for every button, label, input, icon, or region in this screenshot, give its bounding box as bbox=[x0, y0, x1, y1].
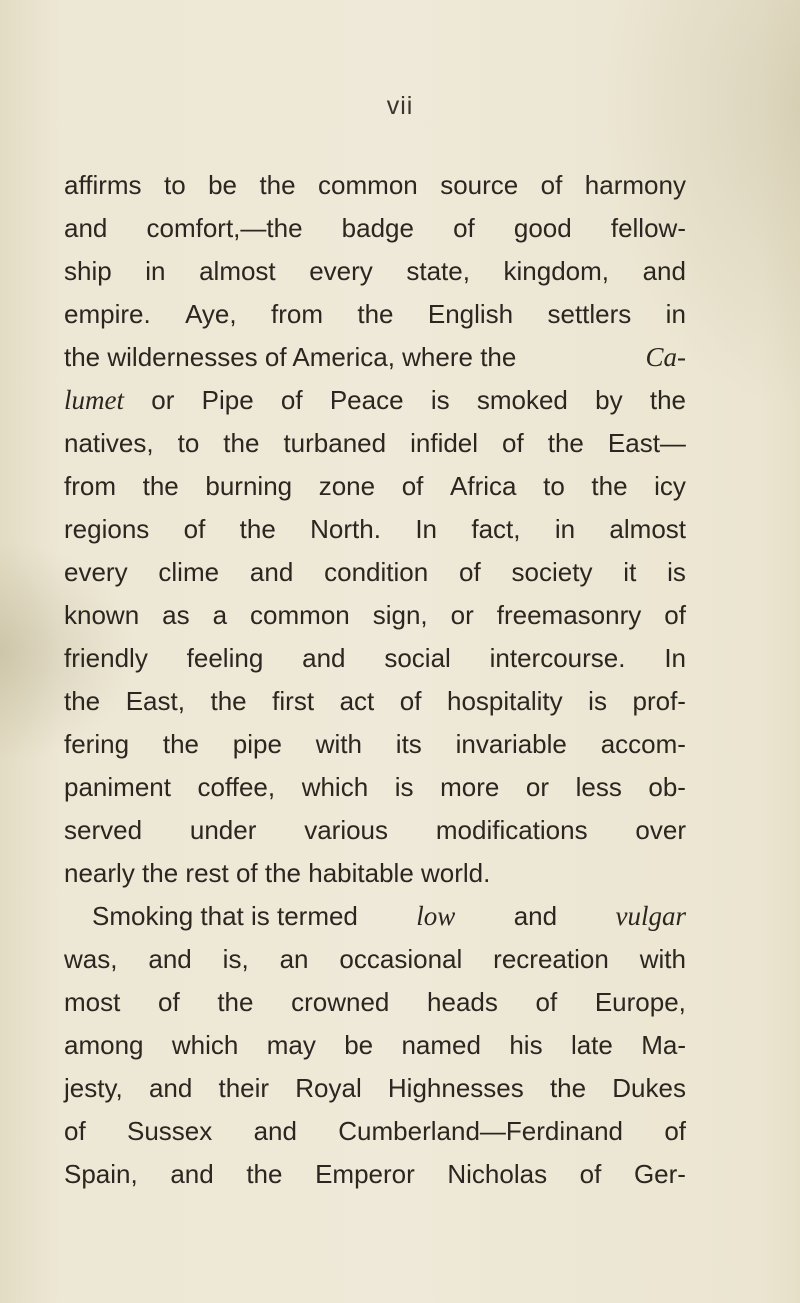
text-line bbox=[64, 551, 686, 594]
word: occasional bbox=[339, 944, 463, 974]
line-text: and bbox=[506, 901, 565, 931]
word: every bbox=[64, 557, 128, 587]
text-line bbox=[64, 981, 686, 1024]
word: East, bbox=[125, 686, 185, 716]
word: In bbox=[664, 643, 686, 673]
word: settlers bbox=[547, 299, 632, 329]
word: the bbox=[162, 729, 199, 759]
word: almost bbox=[199, 256, 276, 286]
text-line bbox=[64, 680, 686, 723]
word: badge bbox=[341, 213, 414, 243]
word: Ma- bbox=[641, 1030, 686, 1060]
word: the bbox=[64, 686, 101, 716]
word: the bbox=[142, 471, 179, 501]
word: ob- bbox=[648, 772, 686, 802]
text-line bbox=[64, 1110, 686, 1153]
word: which bbox=[171, 1030, 239, 1060]
word: the bbox=[357, 299, 394, 329]
word: it bbox=[623, 557, 637, 587]
word: burning bbox=[205, 471, 293, 501]
word: of bbox=[64, 1116, 86, 1146]
word: state, bbox=[406, 256, 470, 286]
line-text: or Pipe of Peace is smoked by the bbox=[124, 385, 686, 415]
text-line bbox=[64, 938, 686, 981]
word: may bbox=[266, 1030, 316, 1060]
word: is bbox=[394, 772, 414, 802]
word: of bbox=[535, 987, 558, 1017]
word: almost bbox=[609, 514, 686, 544]
word: is, bbox=[222, 944, 249, 974]
word: Nicholas bbox=[447, 1159, 548, 1189]
word: East— bbox=[607, 428, 686, 458]
word: with bbox=[639, 944, 686, 974]
word: served bbox=[64, 815, 143, 845]
word: Europe, bbox=[594, 987, 686, 1017]
text-line bbox=[64, 1067, 686, 1110]
text-line bbox=[64, 207, 686, 250]
word: In bbox=[415, 514, 437, 544]
word: the bbox=[547, 428, 584, 458]
word: prof- bbox=[632, 686, 686, 716]
word: of bbox=[502, 428, 524, 458]
word: North. bbox=[310, 514, 381, 544]
word: Sussex bbox=[127, 1116, 213, 1146]
word: social bbox=[384, 643, 451, 673]
word: from bbox=[64, 471, 116, 501]
word: in bbox=[554, 514, 576, 544]
word: with bbox=[315, 729, 362, 759]
word: natives, bbox=[64, 428, 154, 458]
word: feeling bbox=[186, 643, 264, 673]
word: known bbox=[64, 600, 140, 630]
word: affirms bbox=[64, 170, 142, 200]
word: empire. bbox=[64, 299, 151, 329]
word: act bbox=[339, 686, 375, 716]
word: to bbox=[163, 170, 186, 200]
word: English bbox=[427, 299, 514, 329]
word: the bbox=[549, 1073, 587, 1103]
word: late bbox=[570, 1030, 613, 1060]
word: or bbox=[525, 772, 550, 802]
word: condition bbox=[324, 557, 429, 587]
word: common bbox=[250, 600, 350, 630]
text-line bbox=[64, 766, 686, 809]
body-text bbox=[64, 164, 686, 1196]
word: and bbox=[302, 643, 346, 673]
line-text: nearly the rest of the habitable world. bbox=[64, 858, 491, 888]
text-line bbox=[64, 293, 686, 336]
word: first bbox=[272, 686, 315, 716]
word: their bbox=[218, 1073, 270, 1103]
text-line bbox=[64, 1153, 686, 1196]
word: Emperor bbox=[315, 1159, 415, 1189]
word: harmony bbox=[584, 170, 686, 200]
word: society bbox=[511, 557, 593, 587]
word: the bbox=[239, 514, 276, 544]
word: Africa bbox=[450, 471, 517, 501]
text-line bbox=[64, 895, 686, 938]
text-line bbox=[64, 637, 686, 680]
text-line bbox=[64, 336, 686, 379]
word: which bbox=[301, 772, 369, 802]
page-number: vii bbox=[386, 92, 414, 120]
word: the bbox=[591, 471, 628, 501]
word: regions bbox=[64, 514, 150, 544]
word: be bbox=[208, 170, 238, 200]
text-line bbox=[64, 379, 686, 422]
word: and bbox=[64, 213, 108, 243]
word: in bbox=[145, 256, 166, 286]
word: the bbox=[259, 170, 296, 200]
word: of bbox=[579, 1159, 602, 1189]
word: its bbox=[395, 729, 422, 759]
text-line bbox=[64, 594, 686, 637]
word: infidel bbox=[410, 428, 479, 458]
word: of bbox=[183, 514, 206, 544]
word: comfort,—the bbox=[146, 213, 303, 243]
text-line bbox=[64, 852, 686, 895]
text-line bbox=[64, 465, 686, 508]
text-line bbox=[64, 422, 686, 465]
text-line bbox=[64, 250, 686, 293]
word: freemasonry bbox=[496, 600, 642, 630]
word: of bbox=[664, 1116, 686, 1146]
word: his bbox=[509, 1030, 543, 1060]
word: as bbox=[162, 600, 190, 630]
word: clime bbox=[158, 557, 220, 587]
word: is bbox=[667, 557, 686, 587]
word: modifications bbox=[435, 815, 588, 845]
word: turbaned bbox=[283, 428, 387, 458]
word: in bbox=[665, 299, 686, 329]
word: the bbox=[210, 686, 247, 716]
word: good bbox=[513, 213, 572, 243]
text-line bbox=[64, 508, 686, 551]
word: fellow- bbox=[610, 213, 686, 243]
word: the bbox=[223, 428, 260, 458]
word: and bbox=[170, 1159, 214, 1189]
word: of bbox=[399, 686, 422, 716]
word: is bbox=[588, 686, 607, 716]
word: under bbox=[189, 815, 257, 845]
word: Ger- bbox=[633, 1159, 686, 1189]
italic-text: low bbox=[416, 901, 456, 931]
word: of bbox=[453, 213, 475, 243]
word: accom- bbox=[600, 729, 686, 759]
word: of bbox=[401, 471, 424, 501]
word: to bbox=[177, 428, 200, 458]
word: and bbox=[148, 944, 192, 974]
word: invariable bbox=[455, 729, 567, 759]
word: hospitality bbox=[447, 686, 563, 716]
word: Highnesses bbox=[387, 1073, 524, 1103]
word: Cumberland—Ferdinand bbox=[338, 1116, 623, 1146]
word: sign, bbox=[372, 600, 428, 630]
italic-text: lumet bbox=[64, 385, 124, 415]
word: paniment bbox=[64, 772, 171, 802]
word: of bbox=[540, 170, 563, 200]
word: crowned bbox=[291, 987, 390, 1017]
word: an bbox=[279, 944, 309, 974]
word: of bbox=[459, 557, 481, 587]
italic-text: vulgar bbox=[615, 901, 686, 931]
word: Spain, bbox=[64, 1159, 138, 1189]
word: Aye, bbox=[185, 299, 237, 329]
word: from bbox=[270, 299, 323, 329]
word: coffee, bbox=[197, 772, 276, 802]
word: intercourse. bbox=[489, 643, 626, 673]
word: less bbox=[575, 772, 622, 802]
text-line bbox=[64, 164, 686, 207]
word: and bbox=[253, 1116, 297, 1146]
word: was, bbox=[64, 944, 118, 974]
word: ship bbox=[64, 256, 112, 286]
word: named bbox=[401, 1030, 481, 1060]
word: to bbox=[543, 471, 565, 501]
word: heads bbox=[427, 987, 498, 1017]
word: friendly bbox=[64, 643, 148, 673]
word: pipe bbox=[232, 729, 282, 759]
word: source bbox=[440, 170, 519, 200]
word: various bbox=[304, 815, 389, 845]
text-line bbox=[64, 1024, 686, 1067]
line-text: the wildernesses of America, where the bbox=[64, 342, 524, 372]
word: common bbox=[318, 170, 418, 200]
text-line bbox=[64, 809, 686, 852]
word: every bbox=[309, 256, 373, 286]
text-line bbox=[64, 723, 686, 766]
word: icy bbox=[654, 471, 686, 501]
word: kingdom, bbox=[503, 256, 610, 286]
italic-text: Ca- bbox=[645, 342, 686, 372]
word: fering bbox=[64, 729, 130, 759]
word: more bbox=[440, 772, 500, 802]
word: the bbox=[246, 1159, 283, 1189]
word: or bbox=[450, 600, 474, 630]
word: of bbox=[664, 600, 686, 630]
word: recreation bbox=[493, 944, 609, 974]
word: and bbox=[148, 1073, 193, 1103]
word: fact, bbox=[471, 514, 521, 544]
word: Dukes bbox=[612, 1073, 686, 1103]
word: and bbox=[642, 256, 686, 286]
word: be bbox=[344, 1030, 374, 1060]
word: the bbox=[217, 987, 254, 1017]
word: zone bbox=[318, 471, 376, 501]
word: most bbox=[64, 987, 121, 1017]
word: over bbox=[635, 815, 686, 845]
word: among bbox=[64, 1030, 144, 1060]
word: of bbox=[157, 987, 180, 1017]
word: a bbox=[212, 600, 228, 630]
word: and bbox=[249, 557, 294, 587]
word: jesty, bbox=[64, 1073, 123, 1103]
word: Royal bbox=[295, 1073, 362, 1103]
line-text: Smoking that is termed bbox=[92, 901, 366, 931]
